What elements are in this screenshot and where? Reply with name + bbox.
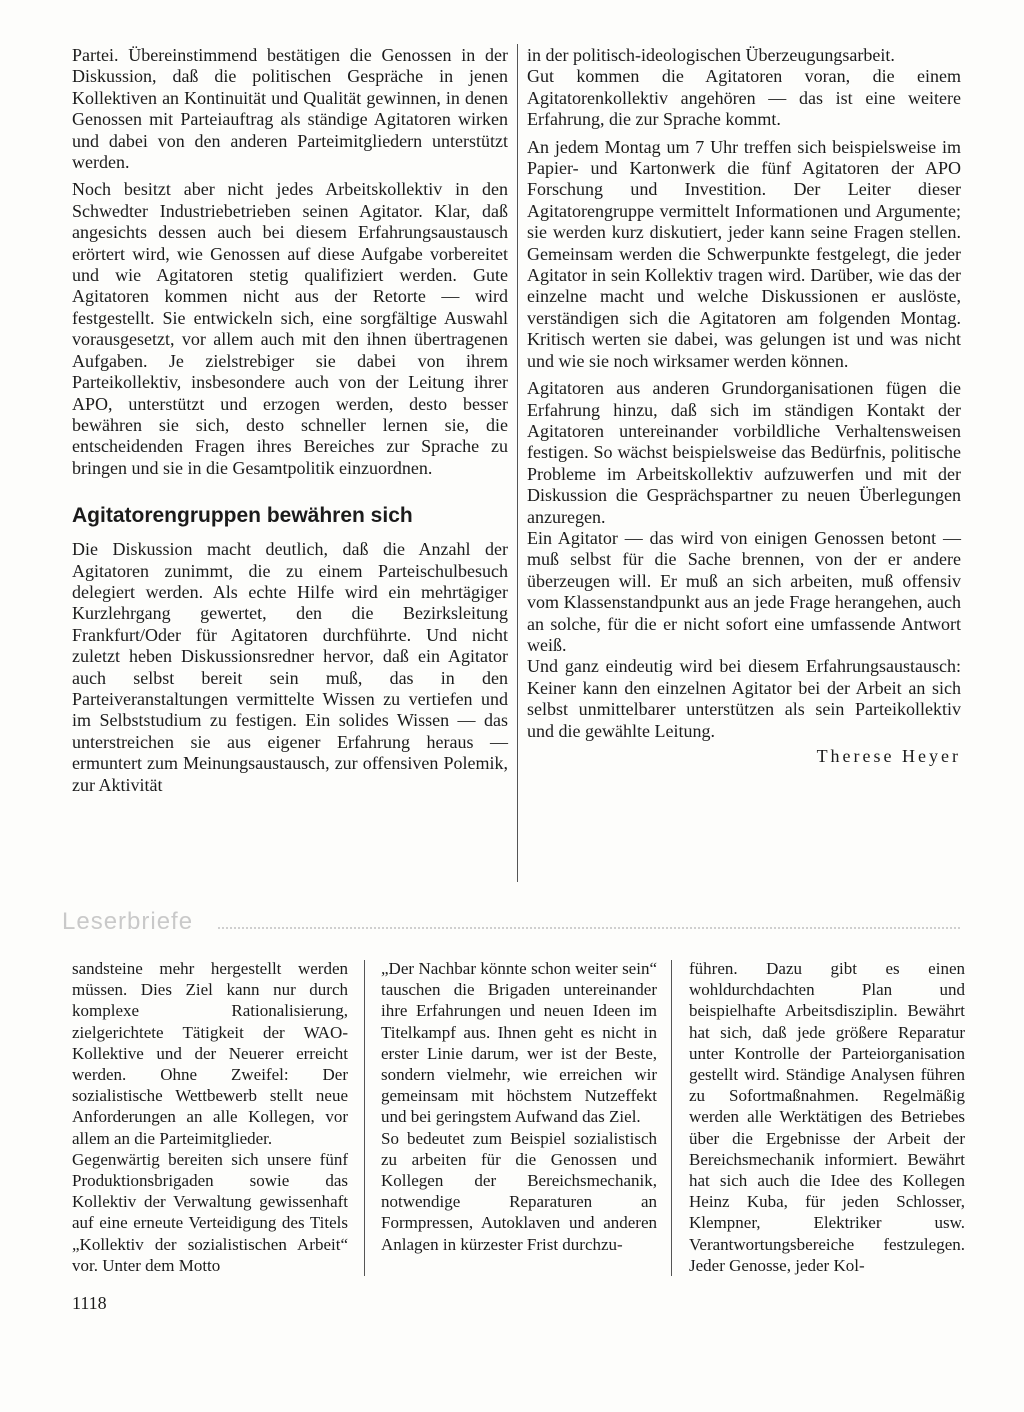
paragraph: Und ganz eindeutig wird bei diesem Erfahrungsaustausch: Keiner kann den einzelnen Agitator bei der Arbeit an sich selbst unmittelbarer unterstützen als sein Parteikollektiv und die gewählte Leitung. — [527, 656, 961, 741]
paragraph: sandsteine mehr hergestellt werden müssen. Dies Ziel kann nur durch komplexe Rationalisierung, zielgerichtete Tätigkeit der WAO-Kollektive und der Neuerer erreicht werden. Ohne Zweifel: Der sozialistische Wettbewerb stellt neue Anforderungen an alle Kollegen, vor allem an die Parteimitglieder. — [72, 959, 348, 1148]
paragraph: Gegenwärtig bereiten sich unsere fünf Produktionsbrigaden sowie das Kollektiv der Verwaltung gewissenhaft auf eine erneute Verteidigung des Titels „Kollektiv der sozialistischen Arbeit“ vor. Unter dem Motto — [72, 1149, 348, 1275]
paragraph: Ein Agitator — das wird von einigen Genossen betont — muß selbst für die Sache brennen, von der er andere überzeugen will. Er muß an sich arbeiten, muß offensiv vom Klassenstandpunkt aus an jede Frage herangehen, auch an solche, für die er nicht sofort eine umfassende Antwort weiß. — [527, 527, 961, 655]
paragraph: An jedem Montag um 7 Uhr treffen sich beispielsweise im Papier- und Kartonwerk die fünf Agitatoren der APO Forschung und Investition. Der Leiter dieser Agitatorengruppe vermittelt Informationen und Argumente; sie werden kurz diskutiert, jeder kann seine Fragen stellen. Gemeinsam werden die Schwerpunkte festgelegt, die jeder Agitator in sein Kollektiv tragen wird. Darüber, wie das der einzelne macht und welche Diskussionen er auslöste, verständigen sich die Agitatoren am folgenden Montag. Kritisch werten sie dabei, was gelungen ist und was nicht und wie sie noch wirksamer werden können. — [527, 136, 961, 371]
page-number: 1118 — [72, 1293, 107, 1313]
paragraph: Partei. Übereinstimmend bestätigen die Genossen in der Diskussion, daß die politischen Gespräche in jenen Kollektiven an Kontinuität und Qualität gewinnen, in denen Genossen mit Parteiauftrag als ständige Agitatoren wirken und dabei von den anderen Parteimitgliedern unterstützt werden. — [72, 45, 508, 173]
leserbriefe-column-3 — [689, 958, 965, 1276]
paragraph: in der politisch-ideologischen Überzeugungsarbeit. — [527, 45, 895, 65]
paragraph: So bedeutet zum Beispiel sozialistisch zu arbeiten für die Genossen und Kollegen der Bereichsmechanik, notwendige Reparaturen an Formpressen, Autoklaven und anderen Anlagen in kürzester Frist durchzu- — [381, 1128, 657, 1254]
paragraph: Gut kommen die Agitatoren voran, die einem Agitatorenkollektiv angehören — das ist eine weitere Erfahrung, die zur Sprache kommt. — [527, 66, 961, 130]
leserbriefe-column-1 — [72, 958, 348, 1276]
section-heading: Agitatorengruppen bewähren sich — [72, 504, 413, 528]
article-right-column — [527, 45, 961, 773]
paragraph: Die Diskussion macht deutlich, daß die Anzahl der Agitatoren zunimmt, die zu einem Parteischulbesuch delegiert werden. Als echte Hilfe wird ein mehrtägiger Kurzlehrgang gewertet, den die Bezirksleitung Frankfurt/Oder für Agitatoren durchführte. Und nicht zuletzt heben Diskussionsredner hervor, daß ein Agitator auch selbst bereit sein muß, das in den Parteiveranstaltungen vermittelte Wissen zu vertiefen und im Selbststudium zu festigen. Ein solides Wissen — das unterstreichen sie aus eigener Erfahrung heraus — ermuntert zum Meinungsaustausch, zur offensiven Polemik, zur Aktivität — [72, 539, 508, 795]
column-divider — [517, 44, 518, 882]
author-signature: Therese Heyer — [816, 746, 961, 766]
paragraph: führen. Dazu gibt es einen wohldurchdachten Plan und beispielhafte Arbeitsdisziplin. Bewährt hat sich, daß jede größere Reparatur unter Kontrolle der Parteiorganisation gestellt wird. Ständige Analysen führen zu Sofortmaßnahmen. Regelmäßig werden alle Werktätigen des Betriebes über die Ergebnisse der Arbeit der Bereichsmechanik informiert. Bewährt hat sich auch die Idee des Kollegen Heinz Kuba, für jeden Schlosser, Klempner, Elektriker usw. Verantwortungsbereiche festzulegen. Jeder Genosse, jeder Kol- — [689, 959, 965, 1275]
column-divider — [364, 960, 365, 1276]
section-dotted-rule — [218, 927, 960, 929]
leserbriefe-column-2 — [381, 958, 657, 1255]
article-left-column — [72, 45, 508, 796]
paragraph: Agitatoren aus anderen Grundorganisationen fügen die Erfahrung hinzu, daß sich im ständigen Kontakt der Agitatoren untereinander vorbildliche Verhaltensweisen festigen. So wächst beispielsweise das Bedürfnis, politische Probleme im Arbeitskollektiv aufzuwerfen und mit der Diskussion die Gesprächspartner zu neuen Überlegungen anzuregen. — [527, 378, 961, 527]
section-label-leserbriefe: Leserbriefe — [62, 908, 194, 935]
paragraph: „Der Nachbar könnte schon weiter sein“ tauschen die Brigaden untereinander ihre Erfahrungen und neuen Ideen im Titelkampf aus. Ihnen geht es nicht in erster Linie darum, wer ist der Beste, sondern vielmehr, wie erreichen wir gemeinsam mit höchstem Nutzeffekt und bei geringstem Aufwand das Ziel. — [381, 959, 657, 1127]
column-divider — [671, 960, 672, 1276]
paragraph: Noch besitzt aber nicht jedes Arbeitskollektiv in den Schwedter Industriebetrieben seinen Agitator. Klar, daß angesichts dessen auch bei diesem Erfahrungsaustausch erörtert wird, wie Genossen auf diese Aufgabe vorbereitet und wie Agitatoren stetig qualifiziert werden. Gute Agitatoren kommen nicht aus der Retorte — wird festgestellt. Sie entwickeln sich, eine sorgfältige Auswahl vorausgesetzt, vor allem auch mit den ihnen übertragenen Aufgaben. Je zielstrebiger sie dabei von ihrem Parteikollektiv, insbesondere auch von der Leitung ihrer APO, unterstützt und erzogen werden, desto besser bewähren sie sich, desto schneller lernen sie, die entscheidenden Fragen ihres Bereiches zur Sprache zu bringen und sie in die Gesamtpolitik einzuordnen. — [72, 179, 508, 478]
